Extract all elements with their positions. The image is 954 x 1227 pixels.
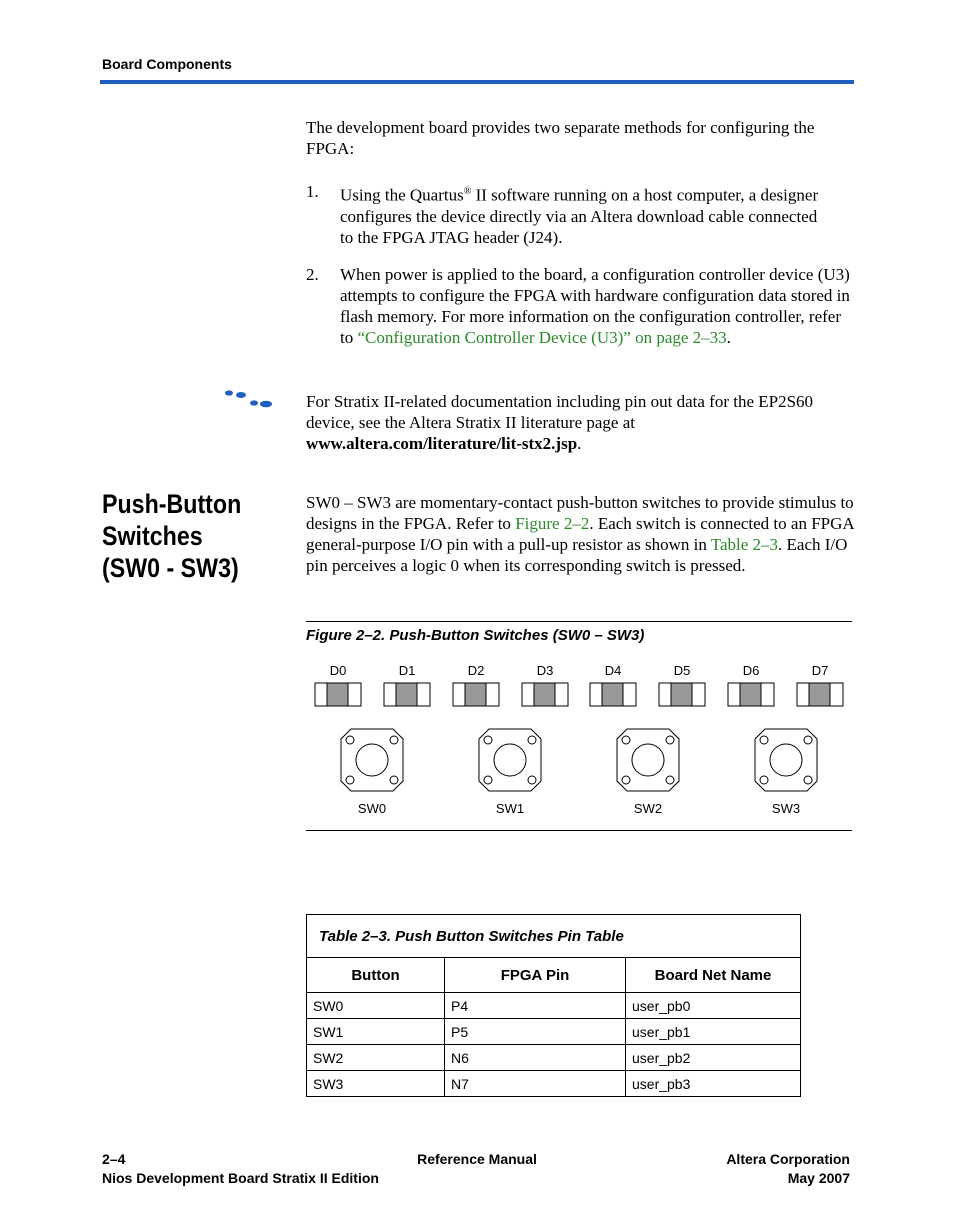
switch-sw1: [479, 729, 541, 791]
led-label: D7: [811, 663, 829, 678]
led-d1: [384, 683, 430, 706]
figure-caption: Figure 2–2. Push-Button Switches (SW0 – SW3): [306, 627, 645, 644]
led-d5: [659, 683, 705, 706]
table-row: [307, 1045, 801, 1071]
intro-paragraph: The development board provides two separate methods for configuring the FPGA:: [306, 118, 815, 158]
switch-label: SW3: [771, 801, 801, 816]
led-label: D6: [742, 663, 760, 678]
footer-edition: Nios Development Board Stratix II Edition: [102, 1170, 379, 1186]
push-button-diagram: [306, 680, 854, 795]
note-text: For Stratix II-related documentation including pin out data for the EP2S60 device, see the Altera Stratix II literature page at www.altera.com/literature/lit-stx2.jsp.: [306, 392, 814, 453]
led-d4: [590, 683, 636, 706]
table-link[interactable]: Table 2–3: [710, 535, 779, 554]
led-components: [315, 683, 843, 706]
footer-page-number: 2–4: [102, 1151, 126, 1167]
led-label: D2: [467, 663, 485, 678]
figure-top-rule: [306, 621, 852, 622]
table-cell: user_pb3: [626, 1071, 801, 1097]
figure-link[interactable]: Figure 2–2: [515, 514, 590, 533]
figure-bottom-rule: [306, 830, 852, 831]
table-row: [307, 1019, 801, 1045]
switch-label: SW1: [495, 801, 525, 816]
note-footprint-icon: [222, 388, 276, 410]
switch-components: [341, 729, 817, 791]
running-header: Board Components: [102, 56, 232, 72]
table-row: [307, 1071, 801, 1097]
switch-label: SW2: [633, 801, 663, 816]
led-d6: [728, 683, 774, 706]
column-header-button: Button: [307, 958, 445, 993]
section-heading: Push-Button Switches (SW0 - SW3): [102, 489, 242, 583]
led-label: D5: [673, 663, 691, 678]
list-item-1: Using the Quartus® II software running on a host computer, a designer configures the device directly via an Altera download cable connected to the FPGA JTAG header (J24).: [340, 185, 819, 247]
switch-sw2: [617, 729, 679, 791]
footer-date: May 2007: [787, 1170, 850, 1186]
led-d2: [453, 683, 499, 706]
table-caption: Table 2–3. Push Button Switches Pin Table: [307, 915, 801, 958]
config-controller-link[interactable]: “Configuration Controller Device (U3)” on page 2–33: [357, 328, 727, 347]
switch-sw3: [755, 729, 817, 791]
footer-doc-title: Reference Manual: [417, 1151, 537, 1167]
header-rule: [100, 80, 854, 84]
column-header-fpga-pin: FPGA Pin: [445, 958, 626, 993]
table-cell: N7: [445, 1071, 626, 1097]
led-label: D3: [536, 663, 554, 678]
table-cell: user_pb1: [626, 1019, 801, 1045]
switch-sw0: [341, 729, 403, 791]
table-cell: user_pb2: [626, 1045, 801, 1071]
table-cell: SW3: [307, 1071, 445, 1097]
table-cell: user_pb0: [626, 993, 801, 1019]
table-cell: SW1: [307, 1019, 445, 1045]
registered-mark: ®: [463, 186, 472, 197]
literature-url[interactable]: www.altera.com/literature/lit-stx2.jsp: [306, 434, 578, 453]
table-cell: SW0: [307, 993, 445, 1019]
led-d3: [522, 683, 568, 706]
list-item-2: When power is applied to the board, a configuration controller device (U3) attempts to configure the FPGA with hardware configuration data stored in flash memory. For more information on the configuration controller, refer to “Configuration Controller Device (U3)” on page 2–33.: [340, 265, 850, 347]
led-label: D0: [329, 663, 347, 678]
pin-table: [306, 914, 801, 1097]
table-cell: SW2: [307, 1045, 445, 1071]
table-row: [307, 993, 801, 1019]
switch-label: SW0: [357, 801, 387, 816]
column-header-net-name: Board Net Name: [626, 958, 801, 993]
led-d0: [315, 683, 361, 706]
led-label: D1: [398, 663, 416, 678]
table-cell: P5: [445, 1019, 626, 1045]
footer-company: Altera Corporation: [726, 1151, 850, 1167]
led-label: D4: [604, 663, 622, 678]
list-number-2: 2.: [306, 265, 319, 284]
list-number-1: 1.: [306, 182, 319, 201]
table-cell: N6: [445, 1045, 626, 1071]
led-d7: [797, 683, 843, 706]
table-cell: P4: [445, 993, 626, 1019]
section-paragraph: SW0 – SW3 are momentary-contact push-button switches to provide stimulus to designs in the FPGA. Refer to Figure 2–2. Each switch is connected to an FPGA general-purpose I/O pin with a pull-up resistor as shown in Table 2–3. Each I/O pin perceives a logic 0 when its corresponding switch is pressed.: [306, 493, 854, 575]
